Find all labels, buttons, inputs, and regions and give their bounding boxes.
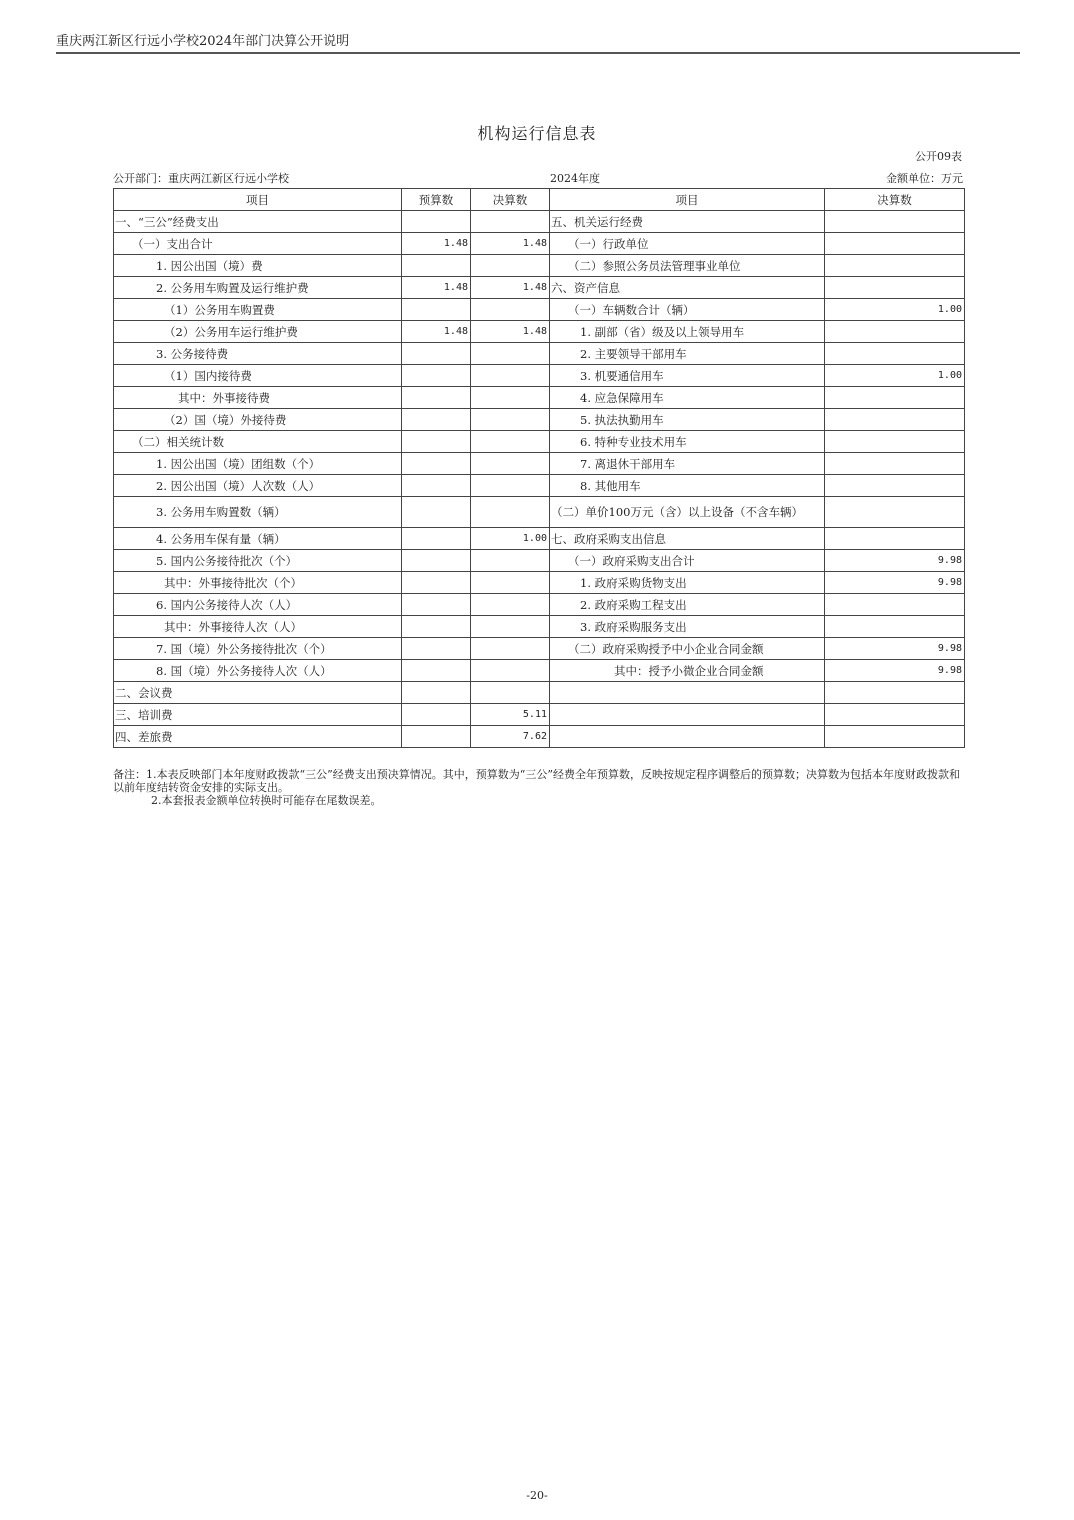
cell-budget [402,638,471,660]
cell-final2 [825,475,965,497]
table-row [114,616,965,638]
table-notes [113,768,963,807]
cell-item2: 1. 政府采购货物支出 [550,572,825,594]
cell-item2: （一）政府采购支出合计 [550,550,825,572]
table-row [114,409,965,431]
cell-final [471,638,550,660]
cell-budget: 1.48 [402,233,471,255]
cell-final2 [825,431,965,453]
cell-item2: 1. 副部（省）级及以上领导用车 [550,321,825,343]
cell-final [471,453,550,475]
cell-final2: 1.00 [825,365,965,387]
cell-budget [402,616,471,638]
table-row [114,726,965,748]
cell-item: 1. 因公出国（境）费 [114,255,402,277]
cell-item: （二）相关统计数 [114,431,402,453]
cell-final [471,409,550,431]
cell-final: 7.62 [471,726,550,748]
cell-budget [402,550,471,572]
cell-budget [402,409,471,431]
cell-item2: 4. 应急保障用车 [550,387,825,409]
cell-item: 8. 国（境）外公务接待人次（人） [114,660,402,682]
cell-final [471,365,550,387]
cell-final: 1.48 [471,233,550,255]
column-header-item2: 项目 [550,189,825,211]
cell-final [471,475,550,497]
table-row [114,365,965,387]
cell-item2: （一）车辆数合计（辆） [550,299,825,321]
cell-budget [402,387,471,409]
cell-final2 [825,343,965,365]
cell-item: 7. 国（境）外公务接待批次（个） [114,638,402,660]
cell-item2: 5. 执法执勤用车 [550,409,825,431]
table-title: 机构运行信息表 [477,124,597,143]
cell-item2: 8. 其他用车 [550,475,825,497]
cell-item: 4. 公务用车保有量（辆） [114,528,402,550]
table-row [114,550,965,572]
cell-final [471,550,550,572]
cell-item2: 3. 机要通信用车 [550,365,825,387]
cell-budget [402,572,471,594]
cell-final2: 9.98 [825,660,965,682]
cell-final2 [825,453,965,475]
cell-item: 5. 国内公务接待批次（个） [114,550,402,572]
cell-item2: （二）参照公务员法管理事业单位 [550,255,825,277]
cell-item2: 3. 政府采购服务支出 [550,616,825,638]
cell-final2 [825,233,965,255]
cell-item: 三、培训费 [114,704,402,726]
document-header: 重庆两江新区行远小学校2024年部门决算公开说明 [56,34,350,49]
cell-final2 [825,682,965,704]
column-header-item: 项目 [114,189,402,211]
cell-item: （2）国（境）外接待费 [114,409,402,431]
cell-budget [402,343,471,365]
note-line-2: 2.本套报表金额单位转换时可能存在尾数误差。 [151,794,382,807]
cell-final [471,616,550,638]
cell-item: 2. 因公出国（境）人次数（人） [114,475,402,497]
cell-final2 [825,277,965,299]
cell-budget [402,594,471,616]
cell-budget: 1.48 [402,277,471,299]
cell-budget [402,453,471,475]
unit-label: 金额单位：万元 [886,172,963,185]
table-row [114,343,965,365]
cell-final [471,255,550,277]
table-meta [113,170,963,186]
cell-final2 [825,528,965,550]
table-row [114,211,965,233]
cell-item: 其中：外事接待批次（个） [114,572,402,594]
department-label: 公开部门：重庆两江新区行远小学校 [113,172,289,185]
cell-final2: 9.98 [825,550,965,572]
cell-final2 [825,321,965,343]
cell-item: 1. 因公出国（境）团组数（个） [114,453,402,475]
cell-item: （一）支出合计 [114,233,402,255]
cell-final: 1.00 [471,528,550,550]
table-row [114,475,965,497]
year-label: 2024年度 [550,172,600,185]
cell-final [471,572,550,594]
cell-item2: 2. 政府采购工程支出 [550,594,825,616]
cell-item: （1）国内接待费 [114,365,402,387]
cell-item: 3. 公务接待费 [114,343,402,365]
cell-item2 [550,682,825,704]
cell-item: 3. 公务用车购置数（辆） [114,497,402,528]
cell-final2 [825,726,965,748]
cell-final2 [825,704,965,726]
page-number: -20- [526,1489,548,1502]
cell-final [471,299,550,321]
cell-item2: 其中：授予小微企业合同金额 [550,660,825,682]
operation-info-table [113,188,965,748]
cell-item2: （一）行政单位 [550,233,825,255]
cell-item2: 六、资产信息 [550,277,825,299]
table-row [114,277,965,299]
cell-item: 6. 国内公务接待人次（人） [114,594,402,616]
column-header-final2: 决算数 [825,189,965,211]
table-row [114,453,965,475]
cell-item: 其中：外事接待人次（人） [114,616,402,638]
cell-item: 其中：外事接待费 [114,387,402,409]
cell-item2: 2. 主要领导干部用车 [550,343,825,365]
cell-final [471,387,550,409]
cell-final [471,497,550,528]
cell-item: （2）公务用车运行维护费 [114,321,402,343]
cell-budget [402,365,471,387]
cell-final2 [825,211,965,233]
cell-item2: 6. 特种专业技术用车 [550,431,825,453]
cell-final2 [825,616,965,638]
cell-final2: 9.98 [825,638,965,660]
cell-final2: 1.00 [825,299,965,321]
table-row [114,660,965,682]
table-header-row [114,189,965,211]
cell-final2 [825,409,965,431]
table-row [114,299,965,321]
cell-item2: 五、机关运行经费 [550,211,825,233]
table-row [114,387,965,409]
table-row [114,431,965,453]
table-row [114,321,965,343]
table-row [114,255,965,277]
cell-budget [402,299,471,321]
cell-budget [402,211,471,233]
cell-final2 [825,387,965,409]
note-line-1: 备注：1.本表反映部门本年度财政拨款“三公”经费支出预决算情况。其中，预算数为“三公”经费全年预算数，反映按规定程序调整后的预算数；决算数为包括本年度财政拨款和以前年度结转资金安排的实际支出。 [113,768,960,794]
column-header-budget: 预算数 [402,189,471,211]
cell-item2 [550,726,825,748]
cell-final: 1.48 [471,321,550,343]
cell-final [471,682,550,704]
cell-item: 四、差旅费 [114,726,402,748]
cell-final [471,594,550,616]
cell-final: 1.48 [471,277,550,299]
cell-budget: 1.48 [402,321,471,343]
column-header-final: 决算数 [471,189,550,211]
cell-item2: 七、政府采购支出信息 [550,528,825,550]
cell-item2: （二）政府采购授予中小企业合同金额 [550,638,825,660]
table-row [114,638,965,660]
cell-budget [402,528,471,550]
cell-budget [402,497,471,528]
table-row [114,497,965,528]
cell-budget [402,660,471,682]
cell-item: 二、会议费 [114,682,402,704]
cell-budget [402,704,471,726]
table-row [114,528,965,550]
cell-budget [402,431,471,453]
cell-final [471,211,550,233]
cell-budget [402,726,471,748]
cell-final2 [825,497,965,528]
cell-final [471,343,550,365]
header-divider [56,52,1020,54]
cell-item2: 7. 离退休干部用车 [550,453,825,475]
cell-final: 5.11 [471,704,550,726]
cell-final2 [825,255,965,277]
table-row [114,572,965,594]
table-row [114,594,965,616]
cell-item: 一、“三公”经费支出 [114,211,402,233]
cell-final [471,660,550,682]
cell-item2 [550,704,825,726]
cell-item: （1）公务用车购置费 [114,299,402,321]
cell-budget [402,255,471,277]
table-row [114,704,965,726]
table-row [114,233,965,255]
cell-budget [402,682,471,704]
cell-item2: （二）单价100万元（含）以上设备（不含车辆） [550,497,825,528]
cell-budget [402,475,471,497]
cell-final2: 9.98 [825,572,965,594]
table-row [114,682,965,704]
form-number: 公开09表 [915,150,962,163]
cell-final [471,431,550,453]
cell-final2 [825,594,965,616]
cell-item: 2. 公务用车购置及运行维护费 [114,277,402,299]
